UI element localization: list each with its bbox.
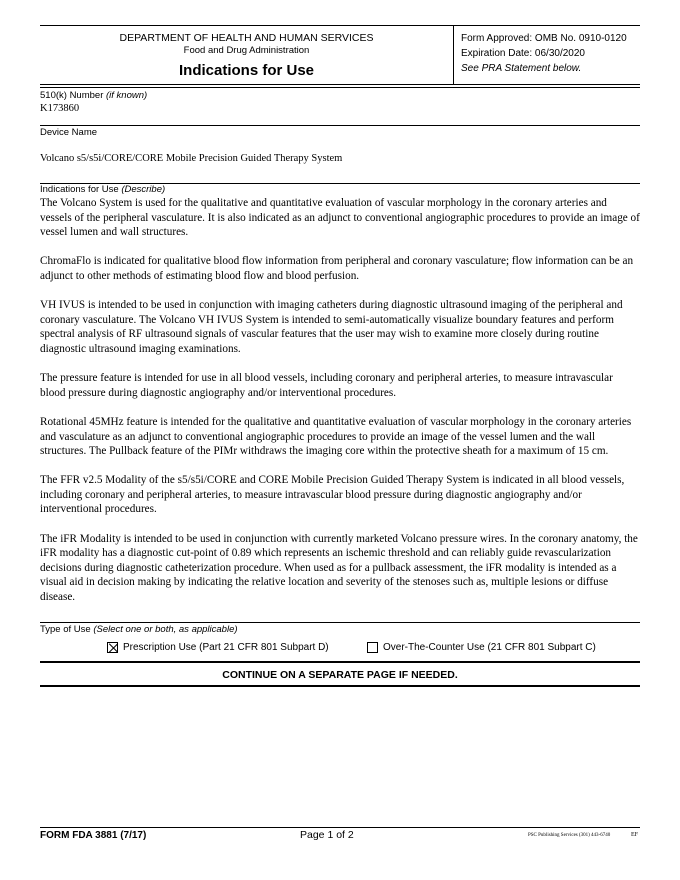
indications-label-row	[40, 184, 165, 195]
page-number: Page 1 of 2	[300, 829, 354, 841]
indications-paragraph: The iFR Modality is intended to be used in conjunction with currently marketed Volcano pressure wires. In the coronary anatomy, the iFR modality has a diagnostic cut-point of 0.89 which represents an ischemic threshold and can reliably guide revascularization decisions during diagnostic catheterization procedure. When used as for a pullback assessment, the iFR modality is intended as a visual aid in decision making by indicating the relative location and severity of the stenoses such as, multiple lesions or diffuse disease.	[40, 532, 638, 604]
prescription-use-option[interactable]	[107, 642, 329, 653]
indications-paragraph: VH IVUS is intended to be used in conjunction with imaging catheters during diagnostic ultrasound imaging of the peripheral and coronary vasculature. The Volcano VH IVUS System is intended to semi-automatically visualize boundary features and perform spectral analysis of RF ultrasound signals of vascular features that the user may wish to examine more closely during routine diagnostic ultrasound imaging examinations.	[40, 299, 623, 355]
otc-use-option[interactable]	[367, 642, 596, 653]
expiration-date: Expiration Date: 06/30/2020	[461, 48, 585, 59]
k-number-value[interactable]: K173860	[40, 103, 80, 114]
footer-rule	[40, 827, 640, 828]
page-title: Indications for Use	[178, 62, 315, 79]
indications-label: Indications for Use	[40, 184, 119, 195]
prescription-use-label: Prescription Use (Part 21 CFR 801 Subpart D)	[123, 642, 329, 653]
device-name-value[interactable]: Volcano s5/s5i/CORE/CORE Mobile Precision Guided Therapy System	[40, 153, 343, 164]
form-id: FORM FDA 3881 (7/17)	[40, 830, 147, 841]
k-number-rule	[40, 125, 640, 126]
type-of-use-qualifier: (Select one or both, as applicable)	[93, 624, 238, 635]
form-code: EF	[631, 832, 639, 838]
agency-name: Food and Drug Administration	[183, 45, 310, 56]
indications-paragraph: The FFR v2.5 Modality of the s5/s5i/CORE and CORE Mobile Precision Guided Therapy System is indicated in all blood vessels, including coronary and peripheral arteries, to measure intravascular blood pressure during diagnostic angiography and/or interventional procedures.	[40, 474, 625, 516]
indications-paragraph: The Volcano System is used for the qualitative and quantitative evaluation of vascular morphology in the coronary arteries and vessels of the peripheral vasculature. It is also indicated as an adjunct to conventional angiographic procedures to provide an image of vessel lumen and wall structures.	[40, 197, 640, 239]
indications-paragraph: Rotational 45MHz feature is intended for the qualitative and quantitative evaluation of vascular morphology in the coronary arteries and vasculature as an adjunct to conventional angiographic procedures to provide an image of the vessel lumen and the wall structures. The Pullback feature of the PIMr withdraws the imaging core within the protective sheath for a maximum of 15 cm.	[40, 415, 632, 458]
continue-rule	[40, 685, 640, 687]
header-bottom-rule-2	[40, 87, 640, 88]
indications-qualifier: (Describe)	[121, 184, 166, 195]
indications-paragraph: ChromaFlo is indicated for qualitative blood flow information from peripheral and coronary vasculature; flow information can be an adjunct to other methods of estimating blood flow and blood perfusion.	[40, 255, 634, 282]
continue-note: CONTINUE ON A SEPARATE PAGE IF NEEDED.	[222, 669, 458, 681]
prescription-use-checkbox[interactable]	[107, 642, 118, 653]
otc-use-label: Over-The-Counter Use (21 CFR 801 Subpart C)	[383, 642, 596, 653]
indications-text[interactable]	[40, 196, 640, 605]
type-of-use-rule	[40, 661, 640, 663]
header-omb-block	[461, 31, 627, 76]
k-number-label: 510(k) Number	[40, 90, 104, 101]
department-name: DEPARTMENT OF HEALTH AND HUMAN SERVICES	[119, 32, 374, 44]
pra-note: See PRA Statement below.	[461, 63, 582, 74]
type-of-use-label-row	[40, 624, 238, 635]
indications-paragraph: The pressure feature is intended for use in all blood vessels, including coronary and peripheral arteries, to measure intravascular blood pressure during diagnostic angiography and/or interventional procedures.	[40, 372, 613, 399]
header-divider	[453, 26, 454, 84]
type-of-use-label: Type of Use	[40, 624, 91, 635]
otc-use-checkbox[interactable]	[367, 642, 378, 653]
k-number-qualifier: (if known)	[106, 90, 148, 101]
header-bottom-rule	[40, 84, 640, 85]
device-name-label: Device Name	[40, 127, 98, 138]
header-agency-block	[40, 26, 453, 84]
publisher-note: PSC Publishing Services (301) 443-6740	[528, 833, 611, 838]
indications-rule	[40, 622, 640, 623]
k-number-label-row	[40, 90, 147, 101]
form-approved: Form Approved: OMB No. 0910-0120	[461, 33, 627, 44]
